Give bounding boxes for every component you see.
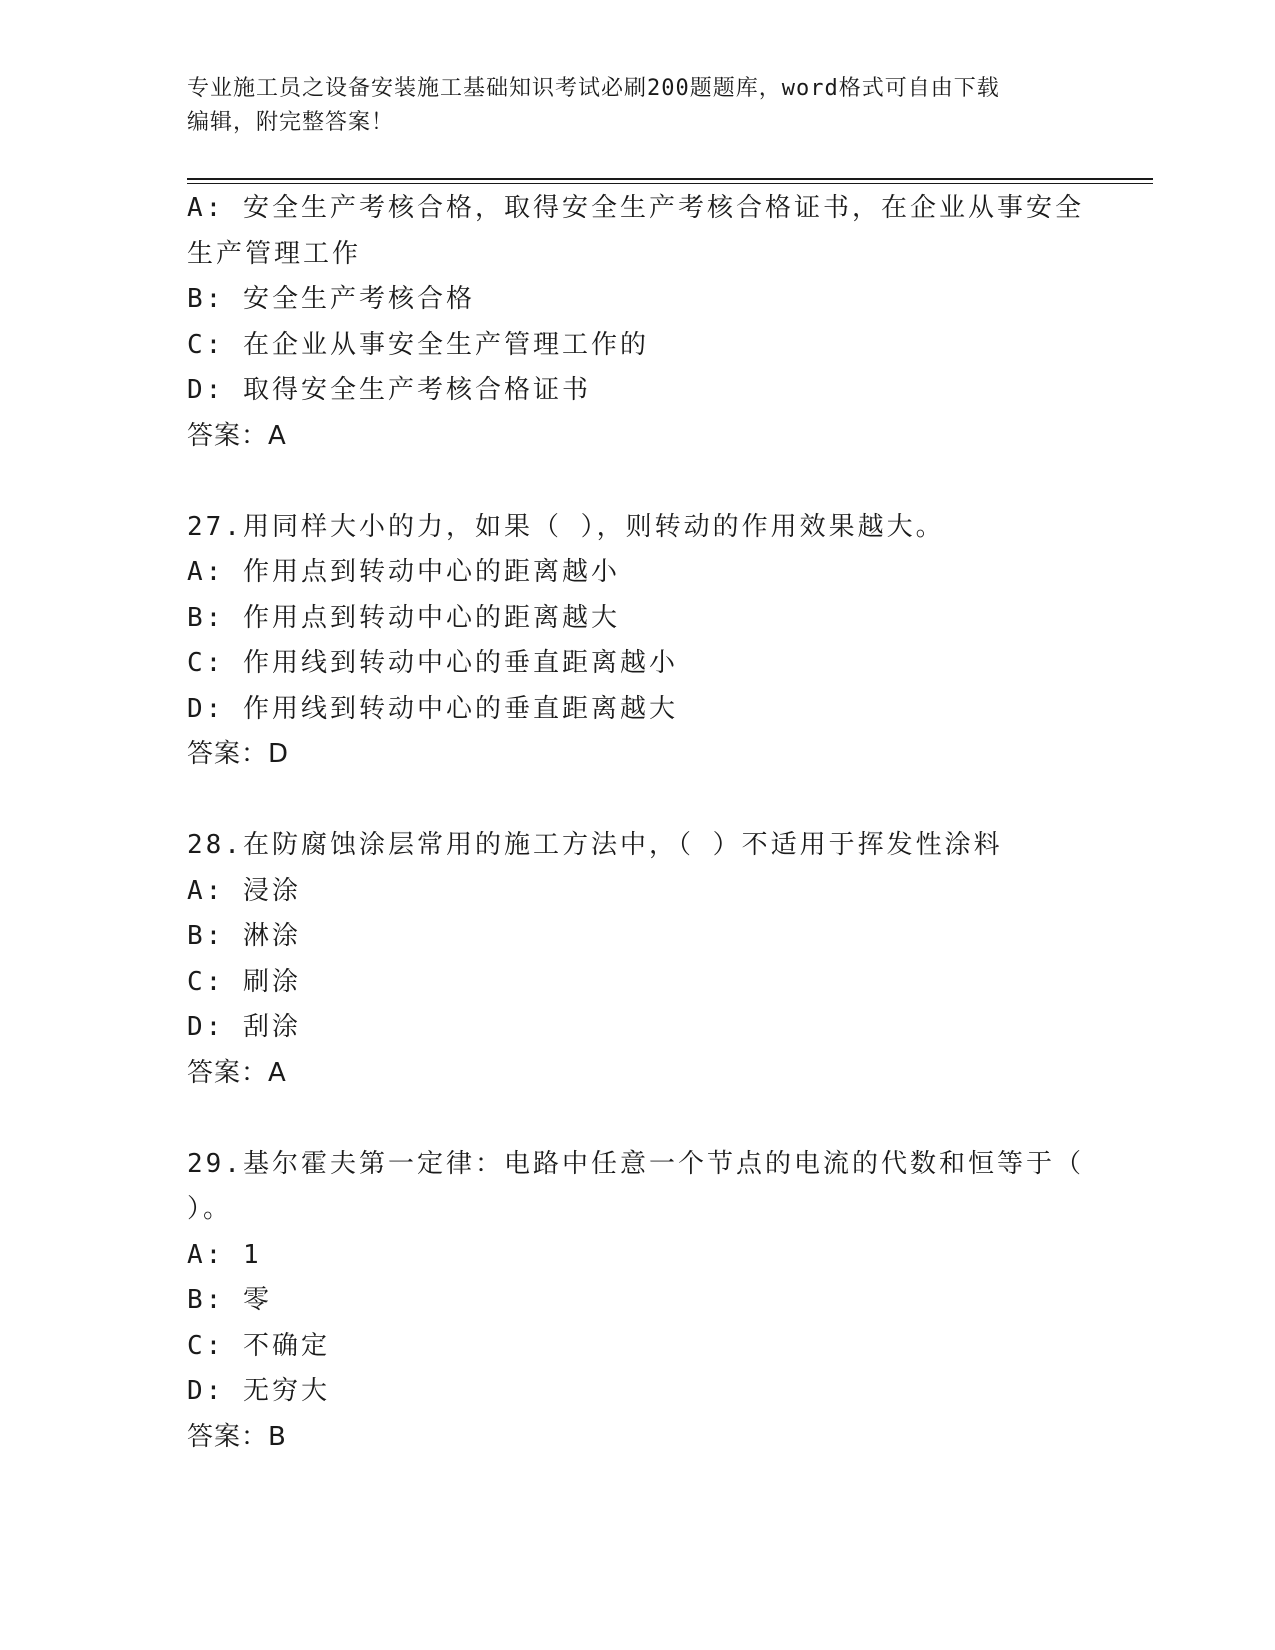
option-a: A: 作用点到转动中心的距离越小 <box>187 557 620 587</box>
question-26-block <box>187 186 1087 459</box>
answer-label: 答案：A <box>187 1057 287 1088</box>
option-a-line-2: 生产管理工作 <box>187 238 362 269</box>
spacer <box>187 778 1087 824</box>
option-c: C: 在企业从事安全生产管理工作的 <box>187 329 649 360</box>
question-text: 28.在防腐蚀涂层常用的施工方法中，（ ）不适用于挥发性涂料 <box>187 830 1003 860</box>
spacer <box>187 1096 1087 1142</box>
option-d: D: 取得安全生产考核合格证书 <box>187 375 591 405</box>
answer-label: 答案：B <box>187 1421 287 1452</box>
question-28-block <box>187 823 1087 1096</box>
spacer <box>187 459 1087 505</box>
option-c: C: 不确定 <box>187 1330 330 1361</box>
document-header <box>187 72 1087 140</box>
option-a-line-1: A: 安全生产考核合格，取得安全生产考核合格证书，在企业从事安全 <box>187 193 1084 223</box>
question-27-block <box>187 505 1087 778</box>
header-title-line-1: 专业施工员之设备安装施工基础知识考试必刷200题题库，word格式可自由下载 <box>187 76 1000 101</box>
option-d: D: 无穷大 <box>187 1376 330 1406</box>
option-b: B: 作用点到转动中心的距离越大 <box>187 602 620 633</box>
option-c: C: 刷涂 <box>187 966 301 997</box>
option-d: D: 作用线到转动中心的垂直距离越大 <box>187 693 678 724</box>
answer-label: 答案：A <box>187 420 287 451</box>
header-divider-thin <box>187 183 1153 184</box>
option-c: C: 作用线到转动中心的垂直距离越小 <box>187 648 678 678</box>
question-list <box>187 186 1087 1460</box>
option-a: A: 1 <box>187 1239 262 1270</box>
option-a: A: 浸涂 <box>187 875 301 906</box>
header-title-line-2: 编辑，附完整答案！ <box>187 110 395 135</box>
question-text-line-2: ）。 <box>187 1194 233 1224</box>
option-d: D: 刮涂 <box>187 1012 301 1042</box>
option-b: B: 淋涂 <box>187 921 301 951</box>
header-divider-thick <box>187 178 1153 180</box>
question-text-line-1: 29.基尔霍夫第一定律：电路中任意一个节点的电流的代数和恒等于（ <box>187 1148 1084 1179</box>
question-text: 27.用同样大小的力，如果（ ），则转动的作用效果越大。 <box>187 511 945 542</box>
answer-label: 答案：D <box>187 739 290 769</box>
option-b: B: 零 <box>187 1285 272 1315</box>
option-b: B: 安全生产考核合格 <box>187 284 475 314</box>
question-29-block <box>187 1142 1087 1461</box>
